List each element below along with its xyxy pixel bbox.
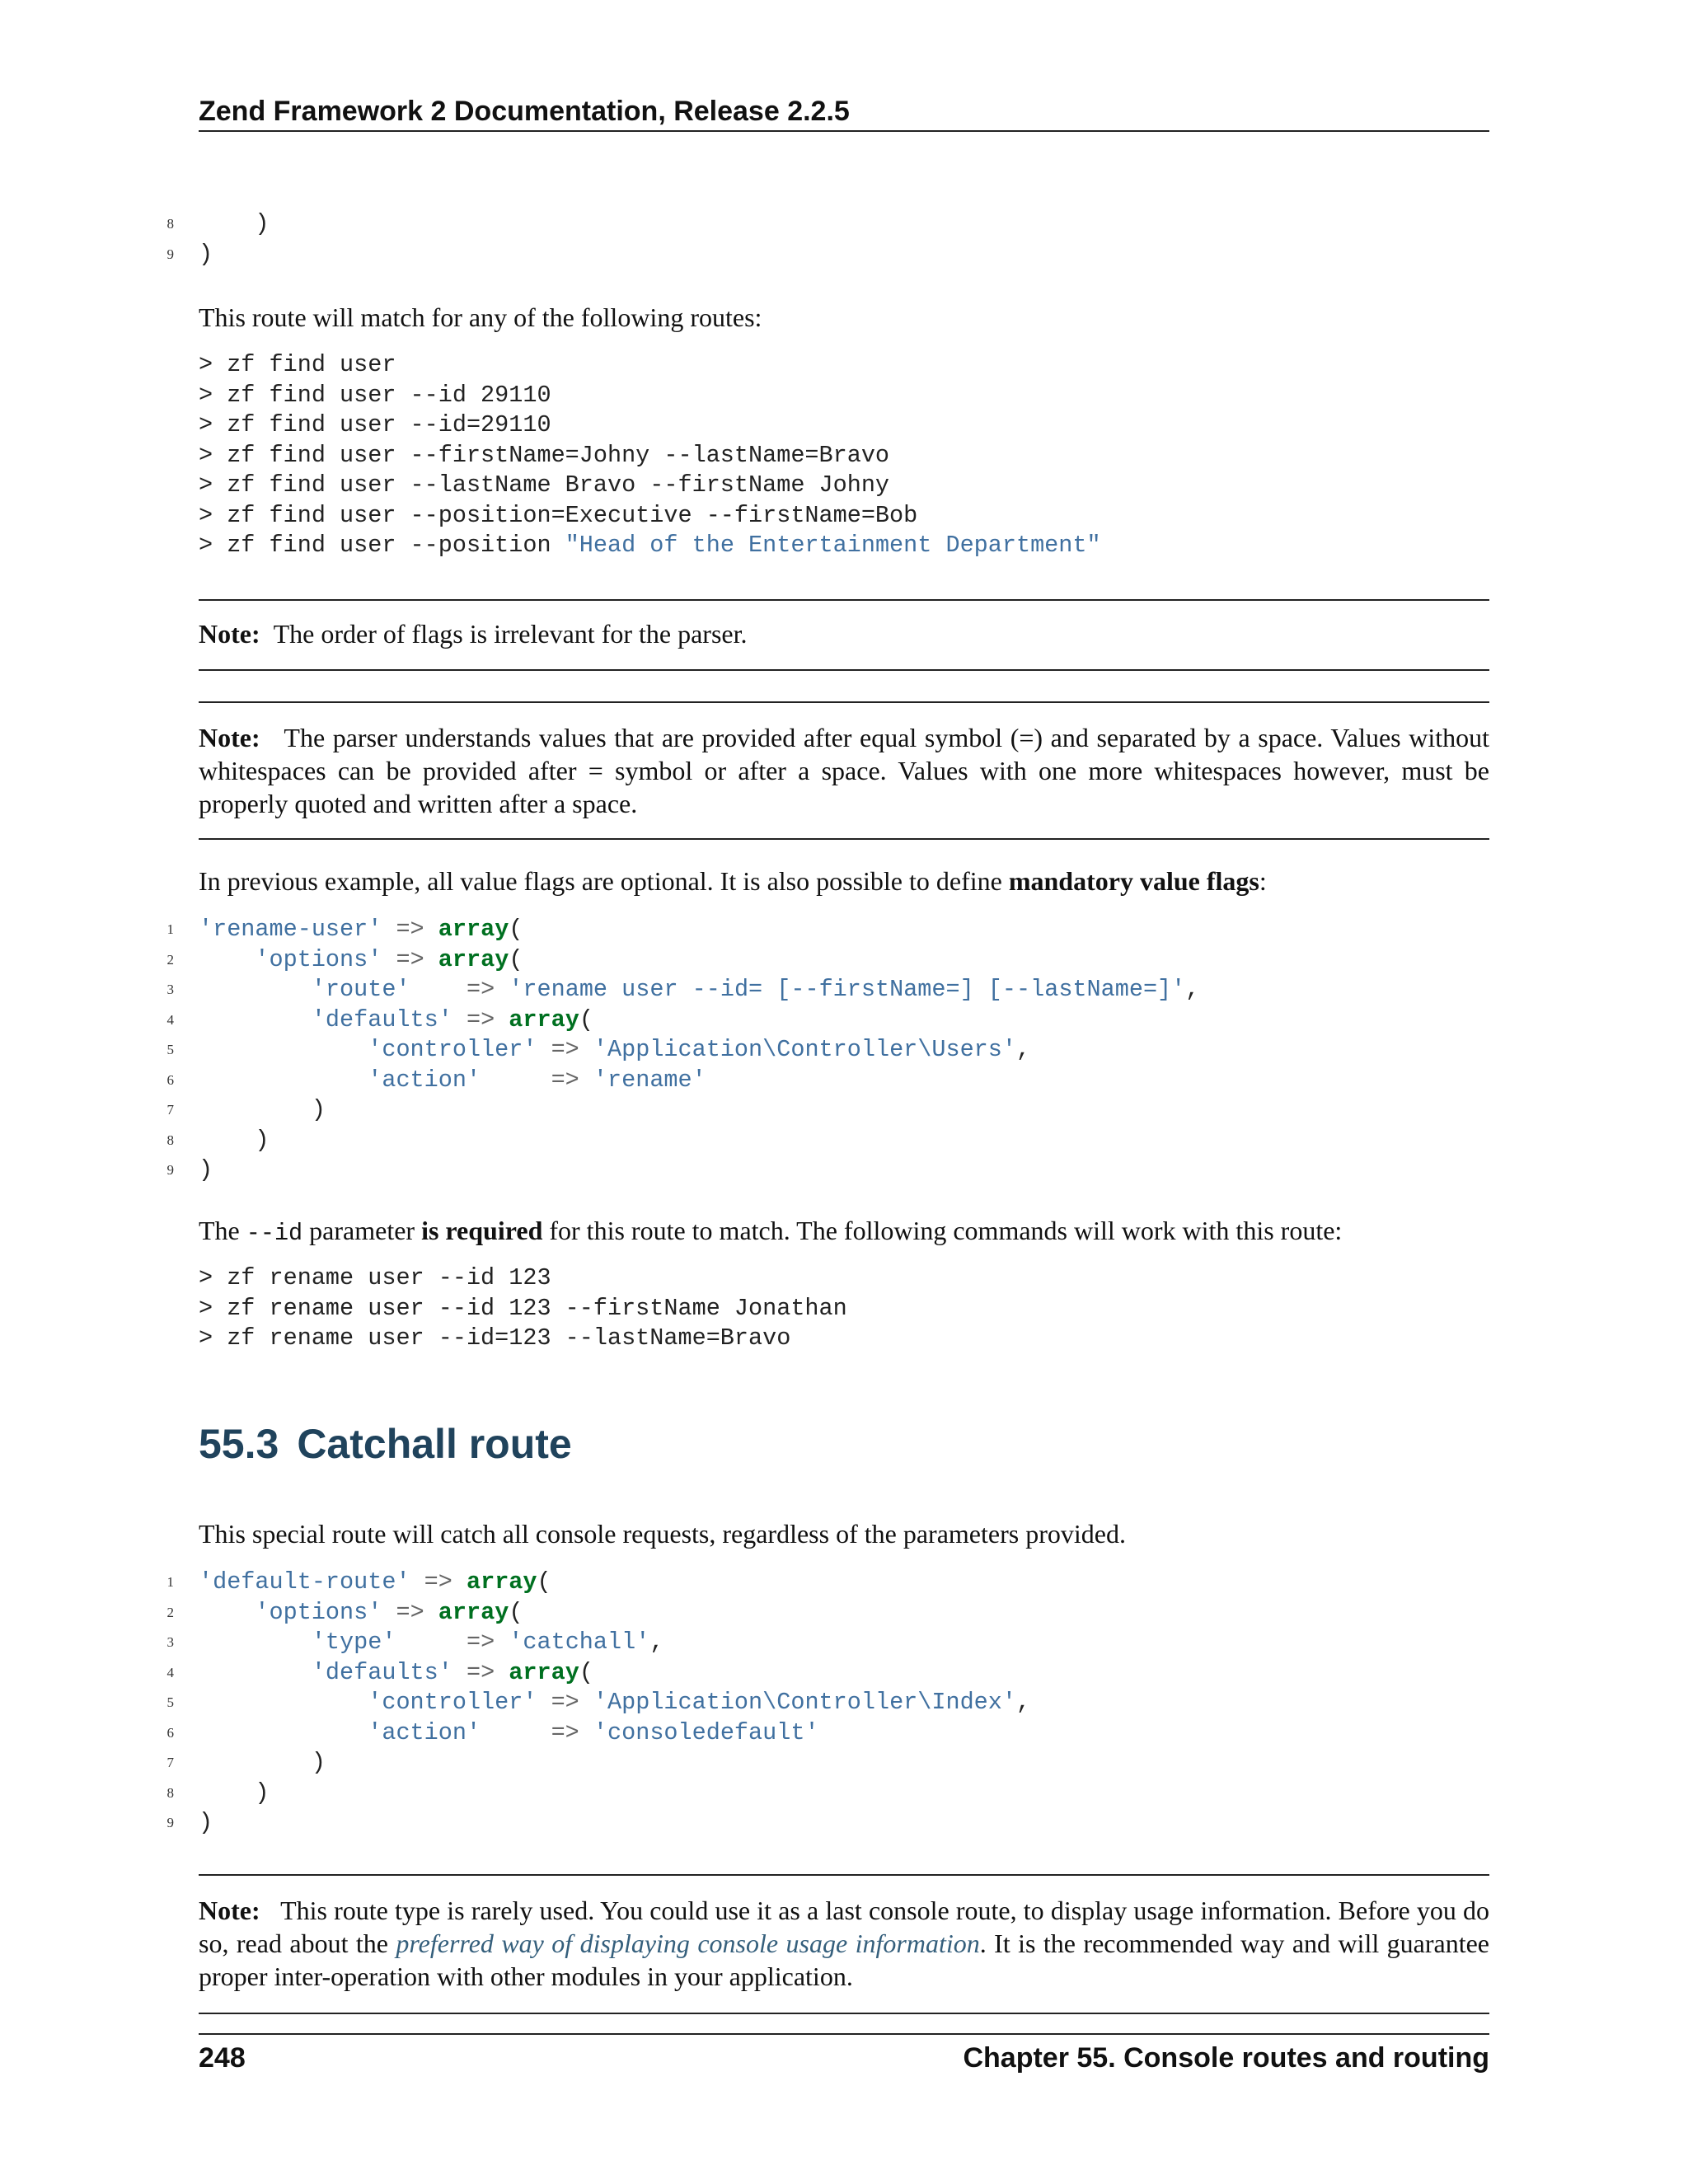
- usage-info-link[interactable]: preferred way of displaying console usage information: [396, 1929, 980, 1958]
- code-line: 3 'type' => 'catchall',: [166, 1629, 664, 1656]
- shell-line: > zf rename user --id=123 --lastName=Bravo: [199, 1324, 791, 1352]
- code-line: 7 ): [166, 1749, 326, 1776]
- note-label: Note:: [199, 619, 260, 649]
- running-header: [199, 92, 1489, 132]
- code-line: 7 ): [166, 1096, 326, 1123]
- note-box-catchall: Note: This route type is rarely used. You could use it as a last console route, to display usage information. Before you do so, read about the preferred way of displaying console usage information. It is the recommended way and will guarantee proper inter-operation with other modules in your application.: [199, 1874, 1489, 2014]
- paragraph-catchall-intro: This special route will catch all console requests, regardless of the parameters provided.: [199, 1519, 1126, 1549]
- note-text: The order of flags is irrelevant for the parser.: [273, 619, 748, 649]
- page-number: 248: [199, 2042, 246, 2074]
- code-block-rename-user: [166, 915, 1200, 1186]
- section-number: 55.3: [199, 1421, 279, 1467]
- code-line: 6 'action' => 'rename': [166, 1066, 706, 1094]
- code-line: 6 'action' => 'consoledefault': [166, 1718, 819, 1746]
- shell-line: > zf find user --lastName Bravo --firstName Johny: [199, 471, 890, 499]
- code-line: 3 'route' => 'rename user --id= [--firstName=] [--lastName=]',: [166, 976, 1200, 1003]
- code-line: 2 'options' => array(: [166, 945, 523, 973]
- paragraph-id-required: The --id parameter is required for this route to match. The following commands will work with this route:: [199, 1216, 1343, 1247]
- code-line: 4 'defaults' => array(: [166, 1658, 593, 1686]
- code-line: 5 'controller' => 'Application\Controller\Index',: [166, 1689, 1031, 1716]
- code-line: 9 ): [166, 1156, 213, 1183]
- paragraph-match-intro: This route will match for any of the following routes:: [199, 302, 762, 332]
- code-line: 8 ): [166, 1779, 270, 1807]
- code-line: 5 'controller' => 'Application\Controller\Users',: [166, 1036, 1031, 1063]
- note-box-parser-values: [199, 701, 1489, 840]
- code-line: 8 ): [166, 210, 270, 237]
- code-line: 9 ): [166, 240, 213, 268]
- code-line: 1 'default-route' => array(: [166, 1568, 551, 1596]
- shell-line: > zf rename user --id 123: [199, 1264, 551, 1291]
- code-line: 2 'options' => array(: [166, 1598, 523, 1626]
- paragraph-mandatory-flags: In previous example, all value flags are optional. It is also possible to define mandatory value flags:: [199, 866, 1267, 896]
- section-title: Catchall route: [297, 1421, 572, 1467]
- shell-example-find: [199, 350, 1101, 561]
- shell-line: > zf find user --firstName=Johny --lastName=Bravo: [199, 441, 890, 469]
- note-box-flag-order: [199, 599, 1489, 671]
- code-line: 1 'rename-user' => array(: [166, 916, 523, 943]
- shell-line: > zf find user --id=29110: [199, 411, 551, 438]
- shell-line: > zf rename user --id 123 --firstName Jonathan: [199, 1294, 847, 1322]
- running-footer: [199, 2033, 1489, 2081]
- quoted-string: "Head of the Entertainment Department": [565, 532, 1101, 559]
- code-line: 9 ): [166, 1809, 213, 1836]
- note-label: Note:: [199, 723, 260, 752]
- shell-line: > zf find user --id 29110: [199, 381, 551, 409]
- header-title: Zend Framework 2 Documentation, Release 2.2.5: [199, 96, 850, 127]
- code-line: 4 'defaults' => array(: [166, 1005, 593, 1033]
- shell-example-rename: [199, 1263, 847, 1354]
- inline-code: --id: [246, 1220, 303, 1247]
- note-label: Note:: [199, 1896, 260, 1925]
- shell-line: > zf find user: [199, 351, 396, 378]
- chapter-title: Chapter 55. Console routes and routing: [963, 2042, 1489, 2074]
- section-heading: [199, 1419, 572, 1469]
- note-text: The parser understands values that are provided after equal symbol (=) and separated by a space. Values without whitespaces can be provided after = symbol or after a space. Values with one more whitespaces however, must be properly quoted and written after a space.: [199, 723, 1490, 818]
- code-line: 8 ): [166, 1126, 270, 1154]
- shell-line: > zf find user --position=Executive --firstName=Bob: [199, 501, 918, 529]
- code-block-default-route: [166, 1568, 1031, 1839]
- shell-line: > zf find user --position "Head of the Entertainment Department": [199, 532, 1101, 559]
- code-block-continuation: [166, 209, 270, 269]
